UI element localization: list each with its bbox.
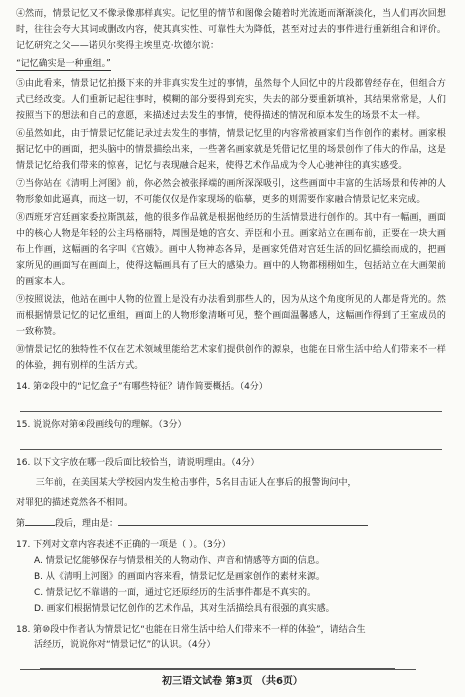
question-15: 15. 说说你对第④段画线句的理解。（3分） [16, 420, 187, 430]
fill-mid: 段后，理由是： [55, 519, 119, 529]
option-a[interactable]: A. 情景记忆能够保存与情景相关的人物动作、声音和情感等方面的信息。 [34, 556, 325, 566]
question-18-line-2: 活经历，说说你对“情景记忆”的认识。（4分） [34, 640, 216, 650]
option-d[interactable]: D. 画家们根据情景记忆创作的艺术作品，其对生活描绘具有很强的真实感。 [34, 604, 335, 614]
reason-blank[interactable] [118, 515, 368, 526]
question-16-text-2: 对罪犯的描述竟然各不相同。 [16, 498, 134, 508]
option-b[interactable]: B. 从《清明上河图》的画面内容来看，情景记忆是画家创作的素材来源。 [34, 572, 325, 582]
paragraph-6: ⑥虽然如此，由于情景记忆能记录过去发生的事情，情景记忆里的内容常被画家们当作创作的素材。画家根据记忆中的画面，把头脑中的情景描绘出来，一些著名画家就是凭借记忆里的场景创作了伟大的作品，这是情景记忆给我们带来的惊喜，记忆与表现融合起来，使得艺术作品成为令人心驰神往的真实感受。 [16, 129, 446, 171]
paragraph-4-quote [16, 56, 446, 72]
page-content [16, 6, 446, 672]
fill-prefix: 第 [16, 519, 26, 529]
paragraph-9: ⑨按照说法，他站在画中人物的位置上是没有办法看到那些人的，因为从这个角度所见的人都是背光的。然而根据情景记忆的记忆重组，画面上的人物形象清晰可见，整个画面温馨感人，这幅画作得到了王室成员的一致称赞。 [16, 295, 446, 337]
answer-line-14[interactable] [20, 395, 442, 412]
question-14: 14. 第②段中的“记忆盒子”有哪些特征？请作简要概括。（4分） [16, 382, 268, 392]
answer-line-15[interactable] [20, 433, 442, 450]
question-18-line-1: 18. 第⑩段中作者认为情景记忆“也能在日常生活中给人们带来不一样的体验”，请结合生 [16, 625, 366, 635]
page-footer: 初三语文试卷 第3页 （共6页） [162, 676, 303, 687]
question-16: 16. 以下文字放在哪一段后面比较恰当，请说明理由。（4分） [16, 458, 260, 468]
question-16-text-1: 三年前，在美国某大学校园内发生枪击事件，5名目击证人在事后的报警询问中， [35, 478, 357, 488]
footer-rule [40, 668, 395, 669]
paragraph-8: ⑧西班牙宫廷画家委拉斯凯兹，他的很多作品就是根据他经历的生活情景进行创作的。其中有一幅画，画面中的核心人物是年轻的公主玛格丽特，周围是她的宫女、弄臣和小丑。画家站立在画布前，正要在一块大画布上作画，这幅画的名字叫《宫娥》。画中人物神态各异，是画家凭借对宫廷生活的回忆描绘而成的，把画家所见的画面写在画面上，使得这幅画具有了巨大的感染力。画中的人物都栩栩如生，包括站立在大画架前的画家本人。 [16, 213, 446, 287]
question-16-fill [16, 515, 446, 532]
paragraph-10: ⑩情景记忆的独特性不仅在艺术领域里能给艺术家们提供创作的源泉，也能在日常生活中给人们带来不一样的体验，拥有别样的生活方式。 [16, 345, 446, 371]
option-c[interactable]: C. 情景记忆不靠谱的一面，通过它还原经历的生活事件都是不真实的。 [34, 588, 317, 598]
paragraph-number-blank[interactable] [25, 515, 55, 526]
underlined-quote: “记忆确实是一种重组。” [16, 59, 111, 69]
paragraph-4: ④然而，情景记忆又不像录像那样真实。记忆里的情节和图像会随着时光流逝而渐渐淡化，当人们再次回想时，往往会夸大其词或删改内容，使其真实性、可靠性大为降低，甚至对过去的事件进行重新组合和评价。记忆研究之父——诺贝尔奖得主埃里克·坎德尔说： [16, 9, 446, 51]
paragraph-5: ⑤由此看来，情景记忆拍摄下来的并非真实发生过的事情，虽然每个人回忆中的片段都曾经存在，但组合方式已经改变。人们重新记起往事时，模糊的部分要得到充实，失去的部分要重新填补，其结果常常是，人们按照当下的想法和自己的意愿，来描述过去发生的事情，使得描述的情况和原本发生的场景不太一样。 [16, 79, 446, 121]
paragraph-7: ⑦当你站在《清明上河图》前，你必然会被张择端的画所深深吸引，这些画面中丰富的生活场景和传神的人物形象如此逼真，而这一切，不可能仅仅是作家现场的临摹，更多的则需要作家融合情景记忆来完成。 [16, 179, 446, 205]
question-17: 17. 下列对文章内容表述不正确的一项是（ ）。（3分） [16, 540, 231, 550]
